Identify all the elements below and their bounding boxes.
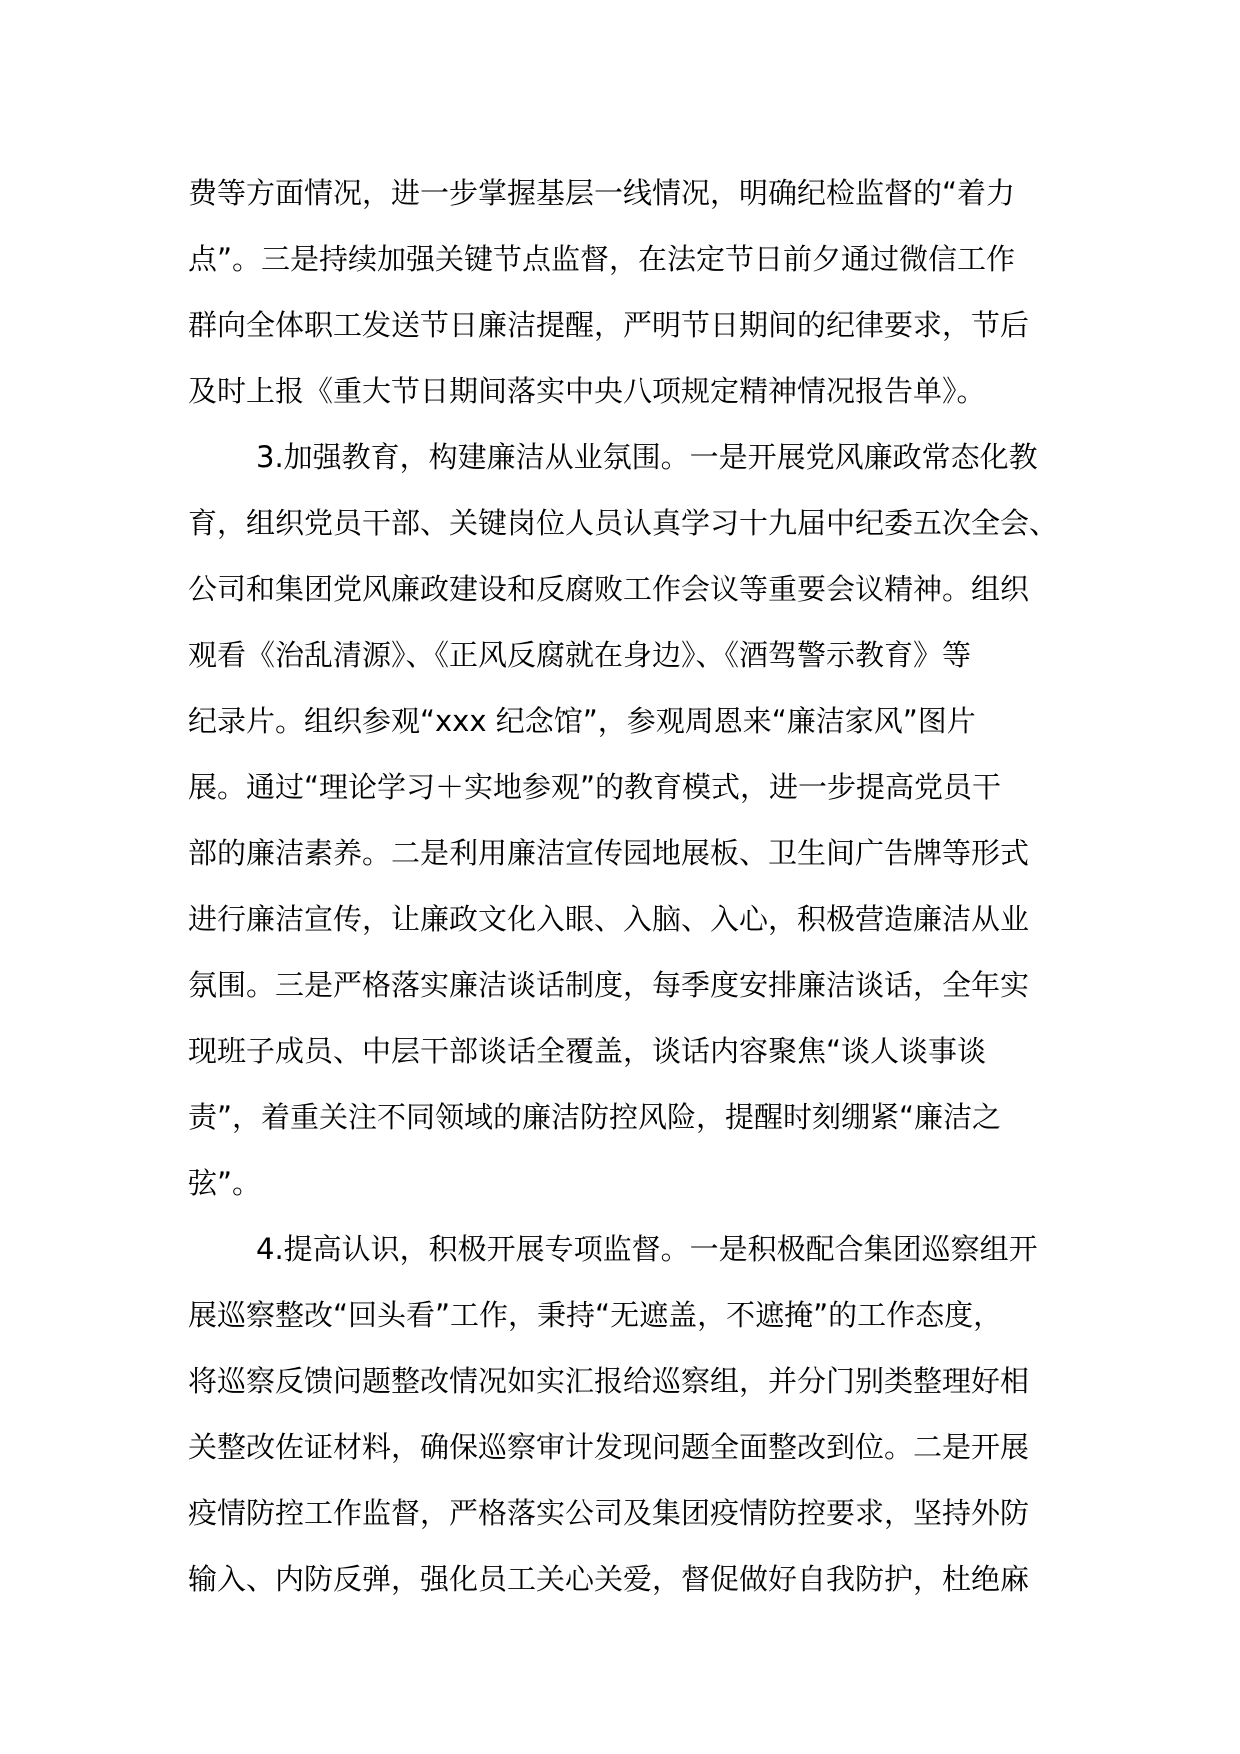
text-line: 现班子成员、中层干部谈话全覆盖，谈话内容聚焦“谈人谈事谈 — [188, 1034, 987, 1068]
paragraph-first-line: 4.提高认识，积极开展专项监督。一是积极配合集团巡察组开 — [256, 1232, 1038, 1266]
text-line: 公司和集团党风廉政建设和反腐败工作会议等重要会议精神。组织 — [188, 572, 1030, 606]
text-line: 责”，着重关注不同领域的廉洁防控风险，提醒时刻绷紧“廉洁之 — [188, 1100, 1002, 1134]
text-line: 点”。三是持续加强关键节点监督，在法定节日前夕通过微信工作 — [188, 242, 1016, 276]
text-line: 费等方面情况，进一步掌握基层一线情况，明确纪检监督的“着力 — [188, 176, 1016, 210]
text-line: 弦”。 — [188, 1166, 262, 1200]
text-line: 关整改佐证材料，确保巡察审计发现问题全面整改到位。二是开展 — [188, 1430, 1030, 1464]
text-line: 展。通过“理论学习＋实地参观”的教育模式，进一步提高党员干 — [188, 770, 1002, 804]
text-line: 展巡察整改“回头看”工作，秉持“无遮盖，不遮掩”的工作态度， — [188, 1298, 1003, 1332]
text-line: 输入、内防反弹，强化员工关心关爱，督促做好自我防护，杜绝麻 — [188, 1562, 1030, 1596]
text-line: 疫情防控工作监督，严格落实公司及集团疫情防控要求，坚持外防 — [188, 1496, 1030, 1530]
paragraph-first-line: 3.加强教育，构建廉洁从业氛围。一是开展党风廉政常态化教 — [256, 440, 1038, 474]
text-line: 及时上报《重大节日期间落实中央八项规定精神情况报告单》。 — [188, 374, 986, 408]
text-line: 氛围。三是严格落实廉洁谈话制度，每季度安排廉洁谈话，全年实 — [188, 968, 1030, 1002]
text-line: 观看《治乱清源》、《正风反腐就在身边》、《酒驾警示教育》等 — [188, 638, 972, 672]
text-line: 纪录片。组织参观“xxx 纪念馆”，参观周恩来“廉洁家风”图片 — [188, 704, 976, 738]
text-line: 将巡察反馈问题整改情况如实汇报给巡察组，并分门别类整理好相 — [188, 1364, 1030, 1398]
text-line: 进行廉洁宣传，让廉政文化入眼、入脑、入心，积极营造廉洁从业 — [188, 902, 1030, 936]
text-line: 育，组织党员干部、关键岗位人员认真学习十九届中纪委五次全会、 — [188, 506, 1059, 540]
text-line: 部的廉洁素养。二是利用廉洁宣传园地展板、卫生间广告牌等形式 — [188, 836, 1030, 870]
text-line: 群向全体职工发送节日廉洁提醒，严明节日期间的纪律要求，节后 — [188, 308, 1030, 342]
